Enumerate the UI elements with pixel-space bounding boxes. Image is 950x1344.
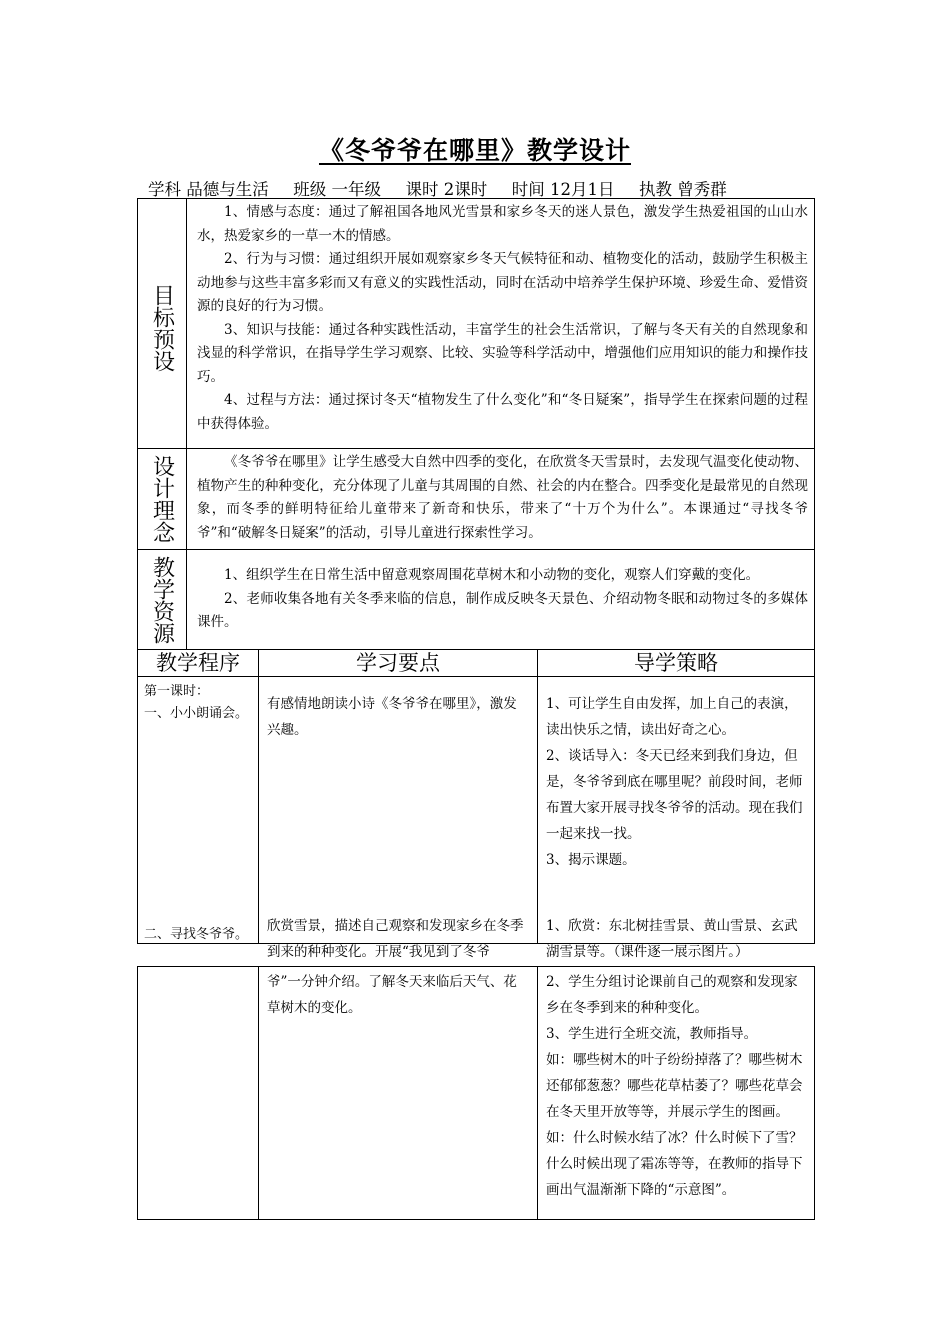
- procedure-cell: [138, 677, 259, 944]
- step-2: 二、寻找冬爷爷。: [144, 927, 249, 942]
- procedure-cell-continued: [138, 967, 259, 1220]
- goal-paragraph: 3、知识与技能：通过各种实践性活动，丰富学生的社会生活常识，了解与冬天有关的自然现象和浅显的科学常识，在指导学生学习观察、比较、实验等科学活动中，增强他们应用知识的能力和操作技巧。: [197, 321, 808, 385]
- step1-points: 有感情地朗读小诗《冬爷爷在哪里》，激发兴趣。: [267, 696, 517, 738]
- resource-paragraph: 2、老师收集各地有关冬季来临的信息，制作成反映冬天景色、介绍动物冬眠和动物过冬的多媒体课件。: [197, 590, 808, 630]
- strategy-item: 3、揭示课题。: [546, 852, 636, 868]
- process-table: [137, 649, 815, 960]
- strategy-item: 3、学生进行全班交流，教师指导。: [546, 1026, 758, 1042]
- strategy-item: 1、欣赏：东北树挂雪景、黄山雪景、玄武湖雪景等。（课件逐一展示图片。）: [546, 918, 798, 960]
- strategy-cell-continued: [538, 967, 815, 1220]
- subject-label: 学科: [148, 180, 181, 199]
- process-table-continued: [137, 966, 815, 1220]
- class-label: 班级: [293, 180, 327, 199]
- step-1: 一、小小朗诵会。: [144, 706, 249, 721]
- strategy-cell: [538, 677, 815, 960]
- goals-body: [187, 199, 815, 449]
- strategy-item: 如：哪些树木的叶子纷纷掉落了？哪些树木还郁郁葱葱？哪些花草枯萎了？哪些花草会在冬天里开放等等，并展示学生的图画。: [546, 1052, 803, 1120]
- header-strategy: 导学策略: [538, 650, 815, 677]
- hours-label: 课时: [405, 180, 439, 199]
- header-key-points: 学习要点: [259, 650, 538, 677]
- goals-label: 目标预设: [138, 199, 187, 449]
- resources-body: [187, 550, 815, 650]
- subject-value: 品德与生活: [186, 180, 269, 199]
- time-value: 12月1日: [550, 180, 615, 199]
- goal-paragraph: 2、行为与习惯：通过组织开展如观察家乡冬天气候特征和动、植物变化的活动，鼓励学生积极主动地参与这些丰富多彩而又有意义的实践性活动，同时在活动中培养学生保护环境、珍爱生命、爱惜资源的良好的行为习惯。: [197, 251, 808, 314]
- resources-label: 教学资源: [138, 550, 187, 650]
- lesson-label: 第一课时：: [144, 684, 210, 699]
- hours-value: 2课时: [443, 180, 488, 199]
- concept-body: [187, 449, 815, 550]
- concept-paragraph: 《冬爷爷在哪里》让学生感受大自然中四季的变化，在欣赏冬天雪景时，去发现气温变化使动物、植物产生的种种变化，充分体现了儿童与其周围的自然、社会的内在整合。四季变化是最常见的自然现象，而冬季的鲜明特征给儿童带来了新奇和快乐，带来了“十万个为什么”。本课通过“寻找冬爷爷”和“破解冬日疑案”的活动，引导儿童进行探索性学习。: [197, 454, 808, 541]
- step2-points-continued: 爷”一分钟介绍。了解冬天来临后天气、花草树木的变化。: [267, 974, 517, 1016]
- concept-label: 设计理念: [138, 449, 187, 550]
- strategy-item: 1、可让学生自由发挥，加上自己的表演，读出快乐之情，读出好奇之心。: [546, 696, 798, 738]
- goal-paragraph: 1、情感与态度：通过了解祖国各地风光雪景和家乡冬天的迷人景色，激发学生热爱祖国的山山水水，热爱家乡的一草一木的情感。: [197, 204, 808, 244]
- strategy-item: 2、谈话导入：冬天已经来到我们身边，但是，冬爷爷到底在哪里呢？前段时间，老师布置大家开展寻找冬爷爷的活动。现在我们一起来找一找。: [546, 748, 803, 842]
- resource-paragraph: 1、组织学生在日常生活中留意观察周围花草树木和小动物的变化，观察人们穿戴的变化。: [224, 567, 760, 583]
- time-label: 时间: [511, 180, 545, 199]
- page-title: 《冬爷爷在哪里》教学设计: [318, 136, 631, 165]
- design-table: [137, 198, 815, 650]
- strategy-item: 如：什么时候水结了冰？什么时候下了雪？什么时候出现了霜冻等等，在教师的指导下画出气温渐渐下降的“示意图”。: [546, 1130, 803, 1198]
- teacher-value: 曾秀群: [677, 180, 727, 199]
- meta-line: [148, 176, 818, 200]
- goal-paragraph: 4、过程与方法：通过探讨冬天“植物发生了什么变化”和“冬日疑案”，指导学生在探索问题的过程中获得体验。: [197, 392, 808, 432]
- strategy-item: 2、学生分组讨论课前自己的观察和发现家乡在冬季到来的种种变化。: [546, 974, 798, 1016]
- class-value: 一年级: [331, 180, 381, 199]
- key-points-cell: [259, 677, 538, 960]
- header-procedure: 教学程序: [138, 650, 259, 677]
- step2-points: 欣赏雪景，描述自己观察和发现家乡在冬季到来的种种变化。开展“我见到了冬爷: [267, 918, 524, 960]
- teacher-label: 执教: [639, 180, 672, 199]
- key-points-cell-continued: [259, 967, 538, 1220]
